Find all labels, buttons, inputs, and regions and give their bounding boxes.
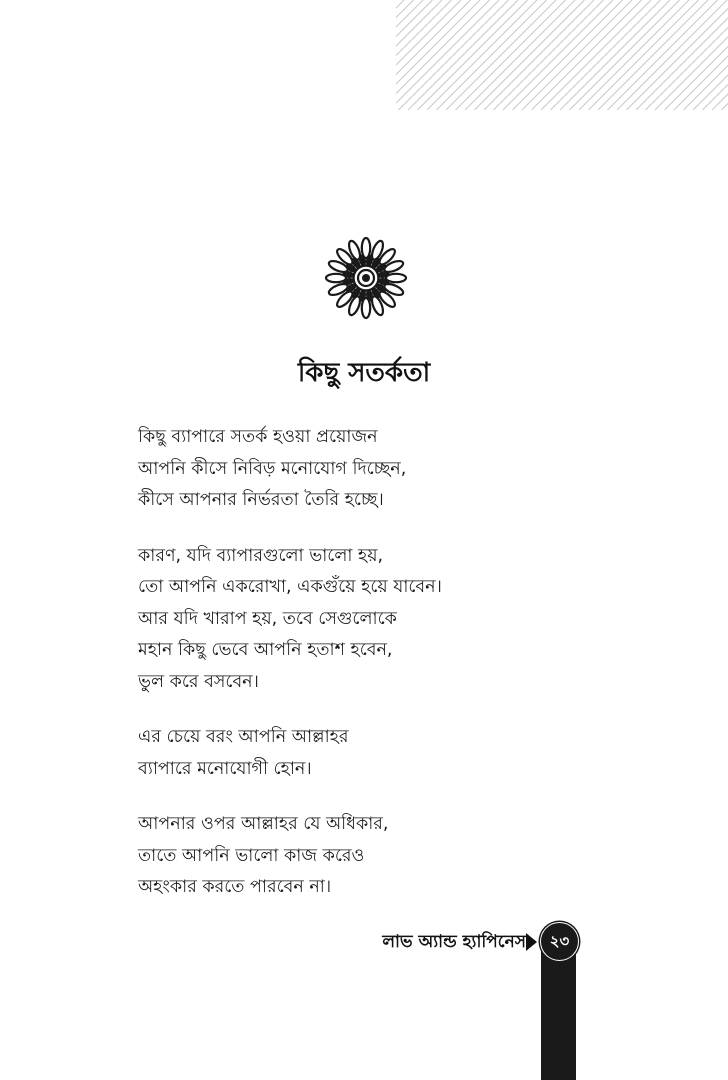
poem-line: মহান কিছু ভেবে আপনি হতাশ হবেন, (138, 640, 393, 660)
right-triangle-icon (526, 933, 537, 951)
poem-line: আপনি কীসে নিবিড় মনোযোগ দিচ্ছেন, (138, 458, 407, 479)
poem-line: ভুল করে বসবেন। (138, 671, 259, 692)
page-title: কিছু সতর্কতা (297, 358, 431, 388)
corner-hatch-pattern (396, 0, 728, 110)
poem-line: আর যদি খারাপ হয়, তবে সেগুলোকে (138, 608, 397, 629)
poem-line: অহংকার করতে পারবেন না। (138, 877, 332, 897)
poem-line: কিছু ব্যাপারে সতর্ক হওয়া প্রয়োজন (138, 427, 378, 447)
poem-line: কীসে আপনার নির্ভরতা তৈরি হচ্ছে। (138, 490, 384, 510)
flower-mandala-icon (324, 236, 408, 320)
poem-line: তাতে আপনি ভালো কাজ করেও (138, 845, 365, 866)
stanza (138, 422, 558, 517)
poem-line: এর চেয়ে বরং আপনি আল্লাহর (138, 727, 349, 747)
poem-body (138, 422, 558, 928)
page-number: ২৩ (540, 922, 579, 961)
poem-line: আপনার ওপর আল্লাহর যে অধিকার, (138, 814, 389, 834)
poem-line: তো আপনি একরোখা, একগুঁয়ে হয়ে যাবেন। (138, 577, 442, 597)
poem-line: ব্যাপারে মনোযোগী হোন। (138, 758, 312, 779)
stanza (138, 722, 558, 785)
stanza (138, 541, 558, 699)
stanza (138, 809, 558, 904)
poem-line: কারণ, যদি ব্যাপারগুলো ভালো হয়, (138, 545, 384, 566)
running-footer-book-title: লাভ অ্যান্ড হ্যাপিনেস (382, 932, 526, 952)
